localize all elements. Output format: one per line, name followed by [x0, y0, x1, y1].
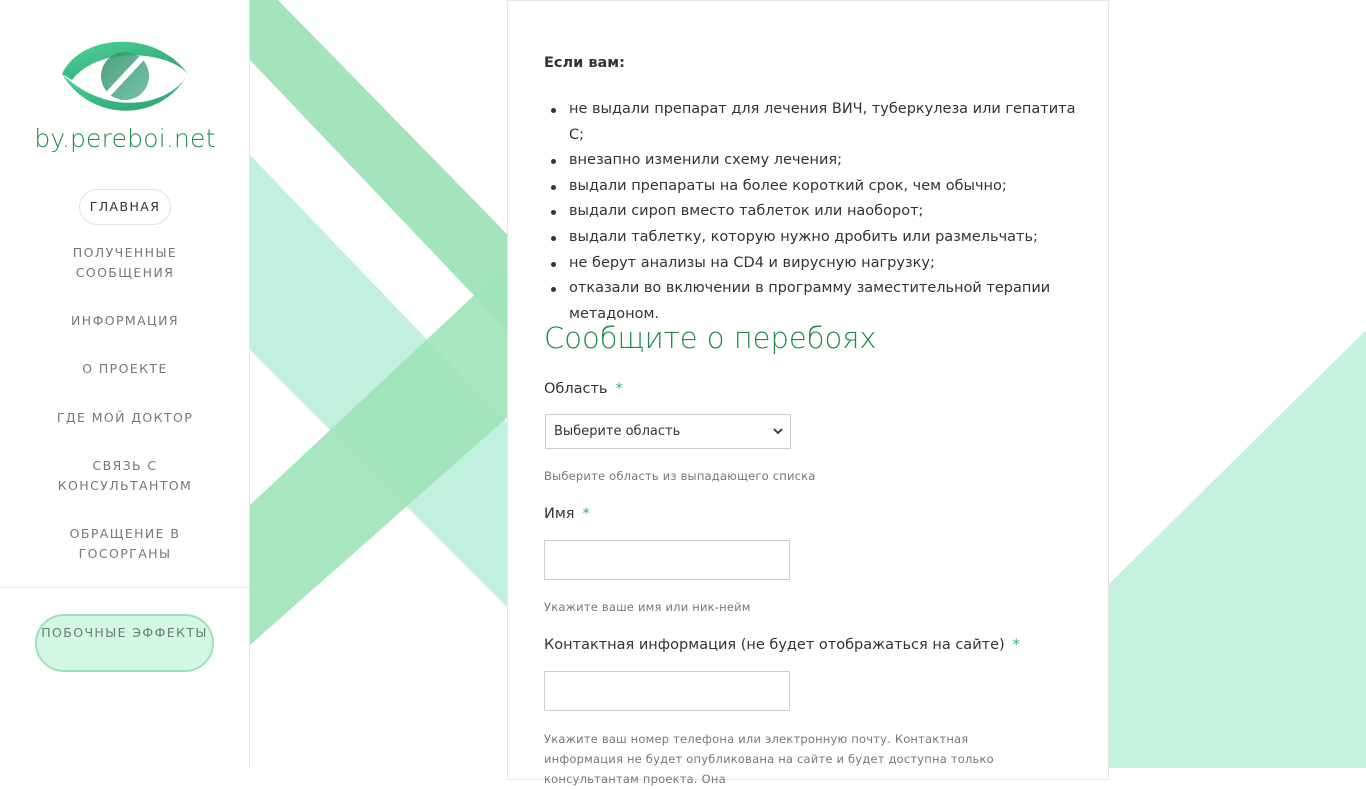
chevron-down-icon	[772, 424, 784, 438]
list-item: не берут анализы на CD4 и вирусную нагрузку;	[544, 251, 1084, 277]
region-hint: Выберите область из выпадающего списка	[544, 469, 816, 483]
required-mark: *	[582, 506, 590, 522]
issues-list	[544, 97, 1084, 327]
contact-label	[544, 637, 1020, 653]
required-mark: *	[1012, 637, 1020, 653]
list-item: выдали препараты на более короткий срок, чем обычно;	[544, 174, 1084, 200]
region-label	[544, 381, 623, 397]
contact-hint: Укажите ваш номер телефона или электронную почту. Контактная информация не будет опубликована на сайте и будет доступна только консультантам проекта. Она	[544, 732, 994, 786]
contact-input[interactable]	[544, 671, 790, 711]
region-select[interactable]	[545, 414, 791, 449]
list-item: выдали таблетку, которую нужно дробить или размельчать;	[544, 225, 1084, 251]
nav-gov-appeal[interactable]: ОБРАЩЕНИЕ В ГОСОРГАНЫ	[69, 526, 181, 561]
list-item: выдали сироп вместо таблеток или наоборот;	[544, 199, 1084, 225]
eye-logo-icon[interactable]	[60, 34, 190, 118]
sidebar-divider	[0, 587, 250, 588]
sidebar	[0, 0, 250, 768]
region-select-value: Выберите область	[554, 424, 681, 439]
name-hint: Укажите ваше имя или ник-нейм	[544, 600, 751, 614]
site-title[interactable]: by.pereboi.net	[34, 124, 216, 153]
nav-contact-consultant[interactable]: СВЯЗЬ С КОНСУЛЬТАНТОМ	[57, 458, 193, 493]
nav-received-messages[interactable]: ПОЛУЧЕННЫЕ СООБЩЕНИЯ	[72, 245, 178, 280]
side-effects-button[interactable]: ПОБОЧНЫЕ ЭФФЕКТЫ	[35, 614, 214, 672]
nav-information[interactable]: ИНФОРМАЦИЯ	[71, 313, 179, 328]
required-mark: *	[615, 381, 623, 397]
content-card	[507, 0, 1109, 786]
nav-home[interactable]: ГЛАВНАЯ	[79, 189, 171, 225]
name-input[interactable]	[544, 540, 790, 580]
nav-where-my-doctor[interactable]: ГДЕ МОЙ ДОКТОР	[56, 410, 194, 425]
list-item: не выдали препарат для лечения ВИЧ, туберкулеза или гепатита С;	[544, 97, 1084, 148]
name-label	[544, 506, 590, 522]
list-item: отказали во включении в программу заместительной терапии метадоном.	[544, 276, 1084, 327]
name-label-text: Имя	[544, 506, 575, 522]
intro-text: Если вам:	[544, 55, 625, 71]
contact-label-text: Контактная информация (не будет отображаться на сайте)	[544, 637, 1005, 653]
nav-about[interactable]: О ПРОЕКТЕ	[82, 361, 168, 376]
form-title: Сообщите о перебоях	[544, 321, 877, 355]
list-item: внезапно изменили схему лечения;	[544, 148, 1084, 174]
region-label-text: Область	[544, 381, 608, 397]
